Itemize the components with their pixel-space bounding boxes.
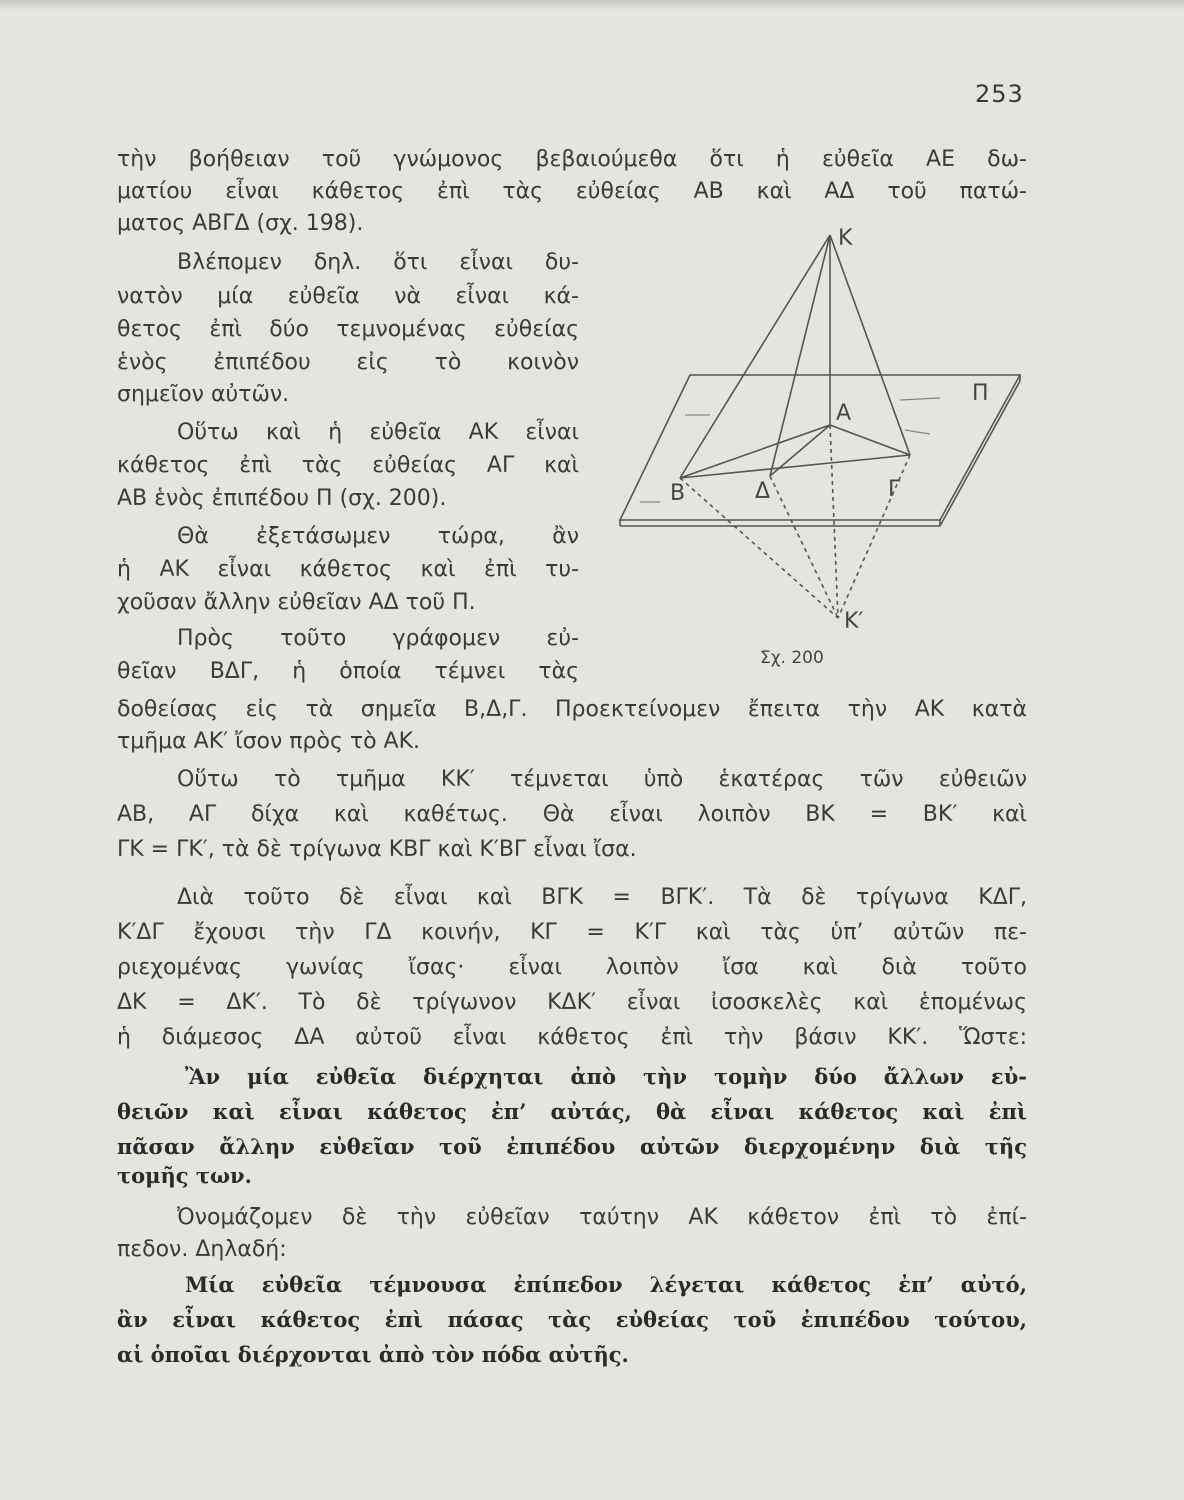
label-a: Α <box>836 401 852 426</box>
segment-ak-prime <box>830 425 838 618</box>
segment-kb <box>680 235 830 478</box>
label-k-prime: Κ′ <box>844 609 864 634</box>
text-line: Βλέπομεν δηλ. ὅτι εἶναι δυ- <box>177 250 579 275</box>
definition-line: αἱ ὁποῖαι διέρχονται ἀπὸ τὸν πόδα αὐτῆς. <box>117 1342 629 1367</box>
text-line: Διὰ τοῦτο δὲ εἶναι καὶ ΒΓΚ = ΒΓΚ′. Τὰ δὲ τρίγωνα ΚΔΓ, <box>177 885 1027 910</box>
figure-200 <box>600 220 1040 680</box>
segment-kd <box>770 235 830 476</box>
text-line: ριεχομένας γωνίας ἴσας· εἶναι λοιπὸν ἴσα καὶ διὰ τοῦτο <box>117 955 1027 980</box>
label-p: Π <box>972 381 989 406</box>
label-d: Δ <box>755 479 771 504</box>
text-line: Πρὸς τοῦτο γράφομεν εὐ- <box>177 626 579 651</box>
definition-line: ἂν εἶναι κάθετος ἐπὶ πάσας τὰς εὐθείας τοῦ ἐπιπέδου τούτου, <box>117 1307 1027 1332</box>
text-line: πεδον. Δηλαδή: <box>117 1237 287 1262</box>
text-line: ΔΚ = ΔΚ′. Τὸ δὲ τρίγωνον ΚΔΚ′ εἶναι ἰσοσκελὲς καὶ ἑπομένως <box>117 990 1027 1015</box>
text-line: Θὰ ἐξετάσωμεν τώρα, ἂν <box>177 524 579 549</box>
text-line: ΑΒ, ΑΓ δίχα καὶ καθέτως. Θὰ εἶναι λοιπὸν ΒΚ = ΒΚ′ καὶ <box>117 802 1027 827</box>
text-line: ΑΒ ἑνὸς ἐπιπέδου Π (σχ. 200). <box>117 486 447 511</box>
text-line: χοῦσαν ἄλλην εὐθεῖαν ΑΔ τοῦ Π. <box>117 590 476 615</box>
segment-dk-prime <box>770 476 838 618</box>
hatch-mark <box>905 430 930 434</box>
page-number: 253 <box>975 80 1024 108</box>
definition-line: Μία εὐθεῖα τέμνουσα ἐπίπεδον λέγεται κάθετος ἐπ’ αὐτό, <box>185 1272 1027 1297</box>
text-line: ἑνὸς ἐπιπέδου εἰς τὸ κοινὸν <box>117 350 579 375</box>
text-line: κάθετος ἐπὶ τὰς εὐθείας ΑΓ καὶ <box>117 453 579 478</box>
text-line: τμῆμα ΑΚ′ ἴσον πρὸς τὸ ΑΚ. <box>117 729 421 754</box>
segment-ag <box>830 425 910 455</box>
text-line: Ὀνομάζομεν δὲ τὴν εὐθεῖαν ταύτην ΑΚ κάθετον ἐπὶ τὸ ἐπί- <box>177 1205 1027 1230</box>
theorem-line: Ἂν μία εὐθεῖα διέρχηται ἀπὸ τὴν τομὴν δύο ἄλλων εὐ- <box>185 1064 1027 1089</box>
hatch-mark <box>900 398 940 400</box>
text-line: Οὕτω τὸ τμῆμα ΚΚ′ τέμνεται ὑπὸ ἑκατέρας τῶν εὐθειῶν <box>177 767 1027 792</box>
theorem-line: τομῆς των. <box>117 1163 252 1188</box>
text-line: ματος ΑΒΓΔ (σχ. 198). <box>117 211 364 236</box>
text-line: ἡ διάμεσος ΔΑ αὐτοῦ εἶναι κάθετος ἐπὶ τὴν βάσιν ΚΚ′. Ὥστε: <box>117 1025 1027 1050</box>
page-top-edge <box>0 0 1184 10</box>
text-line: ΓΚ = ΓΚ′, τὰ δὲ τρίγωνα ΚΒΓ καὶ Κ′ΒΓ εἶναι ἴσα. <box>117 837 637 862</box>
theorem-line: θειῶν καὶ εἶναι κάθετος ἐπ’ αὐτάς, θὰ εἶναι κάθετος καὶ ἐπὶ <box>117 1099 1027 1124</box>
text-line: θεῖαν ΒΔΓ, ἡ ὁποία τέμνει τὰς <box>117 659 579 684</box>
label-b: Β <box>670 481 686 506</box>
theorem-line: πᾶσαν ἄλλην εὐθεῖαν τοῦ ἐπιπέδου αὐτῶν διερχομένην διὰ τῆς <box>117 1134 1027 1159</box>
text-line: Κ′ΔΓ ἔχουσι τὴν ΓΔ κοινήν, ΚΓ = Κ′Γ καὶ τὰς ὑπ’ αὐτῶν πε- <box>117 920 1027 945</box>
text-line: θετος ἐπὶ δύο τεμνομένας εὐθείας <box>117 317 579 342</box>
text-line: δοθείσας εἰς τὰ σημεῖα Β,Δ,Γ. Προεκτείνομεν ἔπειτα τὴν ΑΚ κατὰ <box>117 697 1027 722</box>
text-line: σημεῖον αὐτῶν. <box>117 382 290 407</box>
text-line: τὴν βοήθειαν τοῦ γνώμονος βεβαιούμεθα ὅτι ἡ εὐθεῖα ΑΕ δω- <box>117 147 1027 172</box>
geometry-diagram <box>600 220 1040 680</box>
figure-caption: Σχ. 200 <box>760 648 824 668</box>
text-line: Οὕτω καὶ ἡ εὐθεῖα ΑΚ εἶναι <box>177 420 579 445</box>
text-line: ματίου εἶναι κάθετος ἐπὶ τὰς εὐθείας ΑΒ καὶ ΑΔ τοῦ πατώ- <box>117 179 1027 204</box>
text-line: ἡ ΑΚ εἶναι κάθετος καὶ ἐπὶ τυ- <box>117 557 579 582</box>
segment-ad <box>770 425 830 476</box>
label-g: Γ <box>888 477 901 502</box>
label-k: Κ <box>838 226 853 251</box>
text-line: νατὸν μία εὐθεῖα νὰ εἶναι κά- <box>117 284 579 309</box>
